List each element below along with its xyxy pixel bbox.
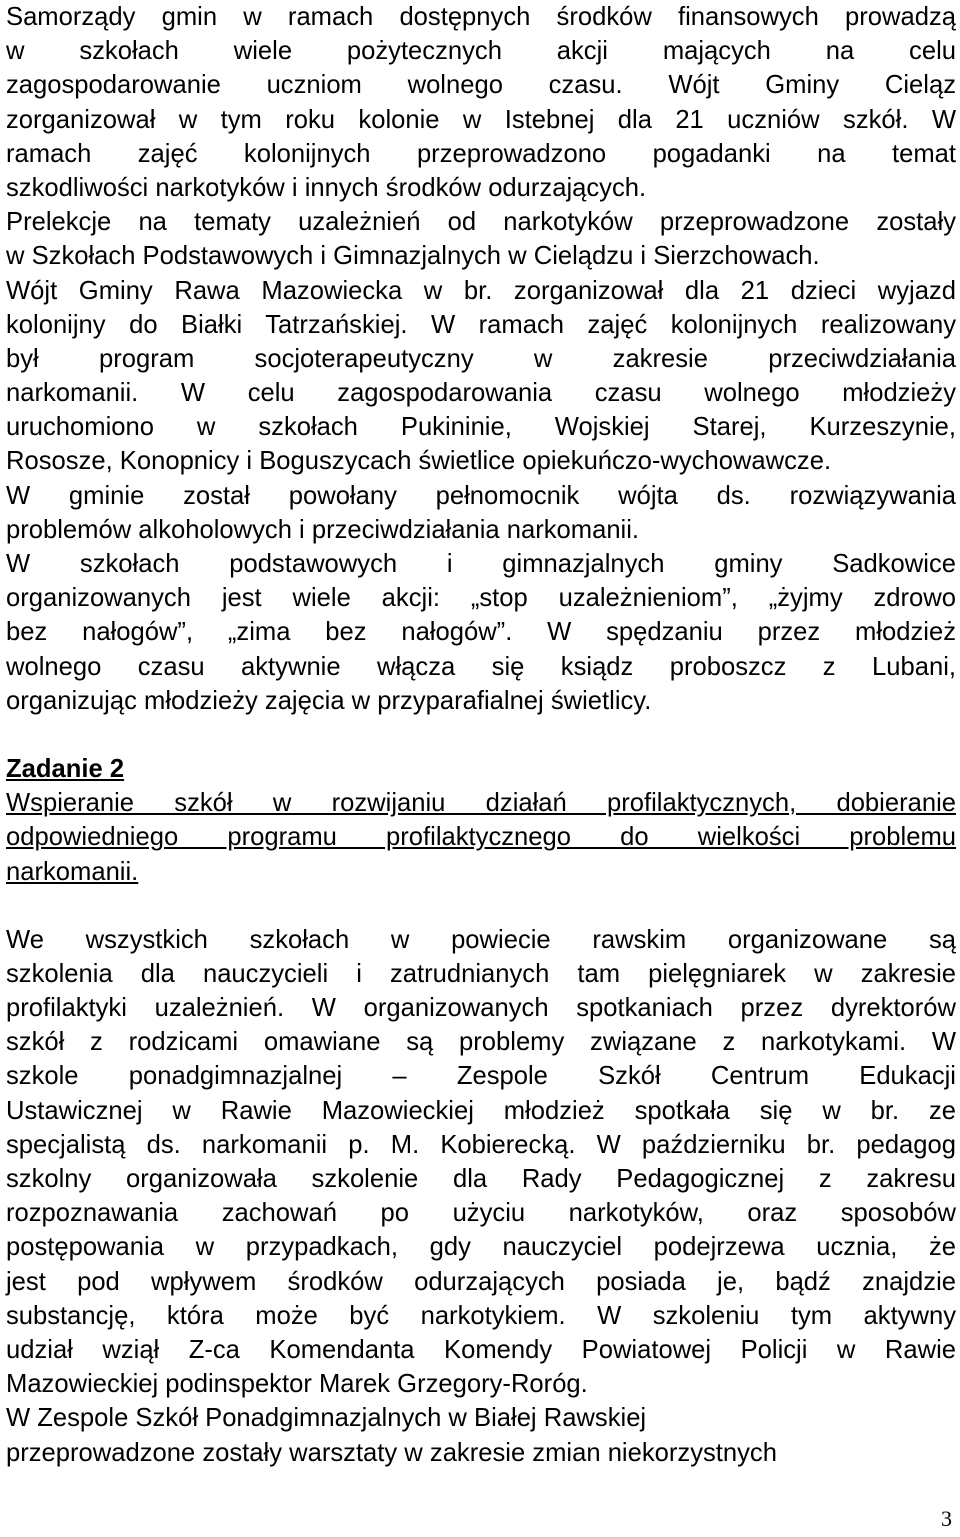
section-heading: Zadanie 2 bbox=[6, 754, 125, 783]
text-line: w Szkołach Podstawowych i Gimnazjalnych w Cielądzu i Sierzchowach. bbox=[6, 242, 820, 271]
text-line: przeprowadzone zostały warsztaty w zakresie zmian niekorzystnych bbox=[6, 1438, 777, 1467]
text-line: szkolny organizowała szkolenie dla Rady Pedagogicznej z zakresu bbox=[6, 1165, 956, 1193]
text-line: narkomanii. W celu zagospodarowania czasu wolnego młodzieży bbox=[6, 379, 956, 408]
text-line: szkodliwości narkotyków i innych środków odurzających. bbox=[6, 173, 647, 202]
text-line: organizując młodzieży zajęcia w przyparafialnej świetlicy. bbox=[6, 686, 652, 715]
text-line: zagospodarowanie uczniom wolnego czasu. Wójt Gminy Cieląz bbox=[6, 71, 956, 100]
text-line: szkół z rodzicami omawiane są problemy związane z narkotykami. W bbox=[6, 1028, 956, 1057]
text-line: Prelekcje na tematy uzależnień od narkotyków przeprowadzone zostały bbox=[6, 208, 956, 237]
text-line: wolnego czasu aktywnie włącza się ksiądz proboszcz z Lubani, bbox=[6, 652, 956, 681]
text-line: Samorządy gmin w ramach dostępnych środków finansowych prowadzą bbox=[6, 3, 956, 31]
text-line: We wszystkich szkołach w powiecie rawskim organizowane są bbox=[6, 925, 956, 954]
text-line: Rososze, Konopnicy i Boguszycach świetlice opiekuńczo-wychowawcze. bbox=[6, 447, 832, 476]
text-line: W gminie został powołany pełnomocnik wójta ds. rozwiązywania bbox=[6, 481, 956, 510]
paragraph-colonies bbox=[6, 0, 956, 718]
subtitle-line: narkomanii. bbox=[6, 857, 139, 886]
blank-line bbox=[6, 889, 956, 923]
text-line: kolonijny do Białki Tatrzańskiej. W ramach zajęć kolonijnych realizowany bbox=[6, 310, 956, 339]
subtitle-line: odpowiedniego programu profilaktycznego do wielkości problemu bbox=[6, 823, 956, 852]
text-line: Wójt Gminy Rawa Mazowiecka w br. zorganizował dla 21 dzieci wyjazd bbox=[6, 276, 956, 305]
text-line: bez nałogów”, „zima bez nałogów”. W spędzaniu przez młodzież bbox=[6, 618, 956, 647]
subtitle-line: Wspieranie szkół w rozwijaniu działań profilaktycznych, dobieranie bbox=[6, 789, 956, 818]
text-line: profilaktyki uzależnień. W organizowanych spotkaniach przez dyrektorów bbox=[6, 994, 956, 1023]
page-number: 3 bbox=[941, 1506, 952, 1531]
text-line: Mazowieckiej podinspektor Marek Grzegory-Roróg. bbox=[6, 1370, 588, 1399]
text-line: szkole ponadgimnazjalnej – Zespole Szkół Centrum Edukacji bbox=[6, 1062, 956, 1091]
text-line: udział wziął Z-ca Komendanta Komendy Powiatowej Policji w Rawie bbox=[6, 1335, 956, 1364]
text-line: w szkołach wiele pożytecznych akcji mających na celu bbox=[6, 37, 956, 66]
document-page bbox=[6, 0, 956, 1470]
text-line: Ustawicznej w Rawie Mazowieckiej młodzież spotkała się w br. ze bbox=[6, 1096, 956, 1125]
paragraph-school-training bbox=[6, 923, 956, 1470]
text-line: był program socjoterapeutyczny w zakresie przeciwdziałania bbox=[6, 344, 956, 373]
text-line: uruchomiono w szkołach Pukininie, Wojskiej Starej, Kurzeszynie, bbox=[6, 413, 956, 442]
text-line: jest pod wpływem środków odurzających posiada je, bądź znajdzie bbox=[6, 1267, 956, 1296]
section-subtitle bbox=[6, 786, 956, 889]
text-line: substancję, która może być narkotykiem. W szkoleniu tym aktywny bbox=[6, 1301, 956, 1330]
text-line: szkolenia dla nauczycieli i zatrudnianych tam pielęgniarek w zakresie bbox=[6, 959, 956, 988]
text-line: postępowania w przypadkach, gdy nauczyciel podejrzewa ucznia, że bbox=[6, 1233, 956, 1262]
blank-line bbox=[6, 718, 956, 752]
text-line: ramach zajęć kolonijnych przeprowadzono pogadanki na temat bbox=[6, 139, 956, 168]
text-line: zorganizował w tym roku kolonie w Istebnej dla 21 uczniów szkół. W bbox=[6, 105, 956, 134]
text-line: W Zespole Szkół Ponadgimnazjalnych w Białej Rawskiej bbox=[6, 1404, 647, 1433]
text-line: organizowanych jest wiele akcji: „stop uzależnieniom”, „żyjmy zdrowo bbox=[6, 584, 956, 613]
text-line: rozpoznawania zachowań po użyciu narkotyków, oraz sposobów bbox=[6, 1199, 956, 1228]
text-line: W szkołach podstawowych i gimnazjalnych gminy Sadkowice bbox=[6, 550, 956, 578]
text-line: problemów alkoholowych i przeciwdziałania narkomanii. bbox=[6, 515, 640, 544]
text-line: specjalistą ds. narkomanii p. M. Kobierecką. W październiku br. pedagog bbox=[6, 1130, 956, 1159]
